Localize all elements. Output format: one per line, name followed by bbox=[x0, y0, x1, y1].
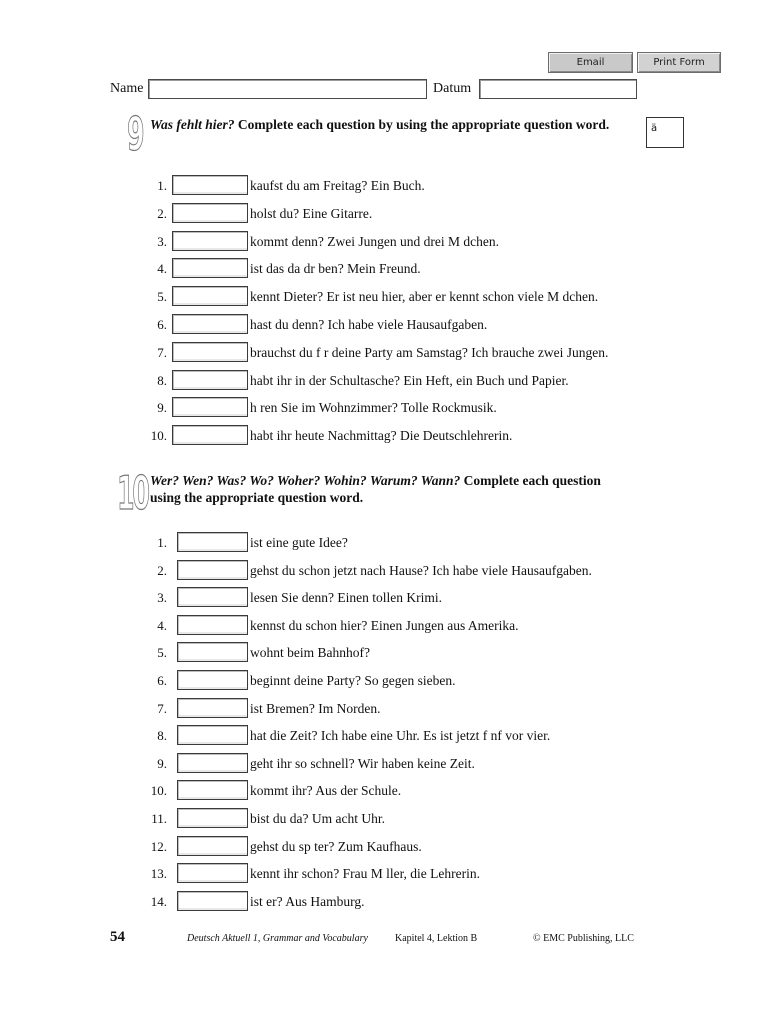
exercise-9-instruction-italic: Was fehlt hier? bbox=[150, 117, 235, 132]
question-number: 5. bbox=[157, 645, 167, 661]
answer-field[interactable] bbox=[177, 642, 248, 662]
question-number: 3. bbox=[157, 233, 167, 249]
question-number: 1. bbox=[157, 178, 167, 193]
question-text: wohnt beim Bahnhof? bbox=[250, 645, 370, 661]
question-row bbox=[0, 891, 770, 913]
answer-field[interactable] bbox=[172, 342, 248, 362]
question-number: 8. bbox=[157, 372, 167, 388]
answer-field[interactable] bbox=[172, 203, 248, 223]
answer-field[interactable] bbox=[172, 258, 248, 278]
question-row bbox=[0, 231, 770, 253]
answer-field[interactable] bbox=[172, 370, 248, 390]
question-number: 6. bbox=[157, 317, 167, 332]
chapter-label: Kapitel 4, Lektion B bbox=[395, 933, 478, 944]
question-text: kaufst du am Freitag? Ein Buch. bbox=[250, 178, 425, 193]
name-label: Name bbox=[110, 81, 144, 96]
question-number: 5. bbox=[157, 289, 167, 305]
question-text: holst du? Eine Gitarre. bbox=[250, 205, 373, 221]
question-text: habt ihr in der Schultasche? Ein Heft, ein Buch und Papier. bbox=[250, 372, 569, 388]
question-text: beginnt deine Party? So gegen sieben. bbox=[250, 673, 456, 688]
question-text: ist eine gute Idee? bbox=[250, 535, 348, 550]
question-number: 9. bbox=[157, 755, 167, 771]
answer-field[interactable] bbox=[172, 425, 248, 445]
question-row bbox=[0, 560, 770, 582]
answer-field[interactable] bbox=[177, 615, 248, 635]
answer-field[interactable] bbox=[177, 587, 248, 607]
question-row bbox=[0, 615, 770, 637]
exercise-10-instruction-italic: Wer? Wen? Was? Wo? Woher? Wohin? Warum? Wann? bbox=[150, 473, 461, 488]
date-field[interactable] bbox=[479, 79, 637, 99]
page-footer bbox=[0, 929, 770, 949]
question-text: hast du denn? Ich habe viele Hausaufgaben. bbox=[250, 317, 488, 332]
question-text: gehst du sp ter? Zum Kaufhaus. bbox=[250, 838, 422, 854]
answer-field[interactable] bbox=[172, 286, 248, 306]
question-number: 8. bbox=[157, 728, 167, 744]
name-field[interactable] bbox=[148, 79, 427, 99]
copyright: © EMC Publishing, LLC bbox=[533, 933, 634, 944]
question-number: 10. bbox=[150, 783, 167, 799]
question-row bbox=[0, 836, 770, 858]
question-text: bist du da? Um acht Uhr. bbox=[250, 811, 385, 826]
print-form-button[interactable]: Print Form bbox=[637, 52, 721, 73]
exercise-10-instruction-text: Complete each question using the appropriate question word. bbox=[150, 473, 601, 505]
question-number: 3. bbox=[157, 590, 167, 606]
question-row bbox=[0, 725, 770, 747]
question-number: 1. bbox=[157, 535, 167, 550]
question-row bbox=[0, 698, 770, 720]
question-number: 9. bbox=[157, 400, 167, 416]
exercise-9-number: 9 bbox=[127, 107, 143, 161]
question-text: ist das da dr ben? Mein Freund. bbox=[250, 261, 421, 277]
question-row bbox=[0, 753, 770, 775]
question-text: kennt Dieter? Er ist neu hier, aber er kennt schon viele M dchen. bbox=[250, 289, 599, 305]
answer-field[interactable] bbox=[177, 532, 248, 552]
answer-field[interactable] bbox=[177, 808, 248, 828]
question-row bbox=[0, 642, 770, 664]
answer-field[interactable] bbox=[172, 175, 248, 195]
question-number: 7. bbox=[157, 344, 167, 360]
question-number: 6. bbox=[157, 673, 167, 688]
answer-field[interactable] bbox=[172, 231, 248, 251]
question-number: 14. bbox=[150, 893, 167, 909]
question-row bbox=[0, 175, 770, 197]
question-row bbox=[0, 863, 770, 885]
question-row bbox=[0, 532, 770, 554]
question-text: kommt ihr? Aus der Schule. bbox=[250, 783, 402, 799]
question-text: kennt ihr schon? Frau M ller, die Lehrerin. bbox=[250, 866, 481, 882]
book-title: Deutsch Aktuell 1, Grammar and Vocabulary bbox=[187, 933, 368, 944]
question-row bbox=[0, 670, 770, 692]
question-text: geht ihr so schnell? Wir haben keine Zeit. bbox=[250, 755, 475, 771]
answer-field[interactable] bbox=[177, 670, 248, 690]
page-number: 54 bbox=[110, 929, 125, 945]
question-row bbox=[0, 587, 770, 609]
answer-field[interactable] bbox=[177, 725, 248, 745]
special-character-field[interactable]: ä bbox=[646, 117, 684, 148]
question-row bbox=[0, 203, 770, 225]
question-number: 12. bbox=[150, 838, 167, 854]
question-text: kommt denn? Zwei Jungen und drei M dchen. bbox=[250, 233, 499, 249]
question-text: kennst du schon hier? Einen Jungen aus Amerika. bbox=[250, 617, 519, 633]
answer-field[interactable] bbox=[177, 891, 248, 911]
question-text: brauchst du f r deine Party am Samstag? Ich brauche zwei Jungen. bbox=[250, 344, 609, 360]
answer-field[interactable] bbox=[177, 698, 248, 718]
exercise-10-instruction bbox=[150, 472, 620, 506]
answer-field[interactable] bbox=[177, 560, 248, 580]
answer-field[interactable] bbox=[177, 863, 248, 883]
question-row bbox=[0, 370, 770, 392]
question-number: 10. bbox=[150, 428, 167, 444]
question-row bbox=[0, 314, 770, 336]
question-number: 13. bbox=[150, 866, 167, 882]
question-row bbox=[0, 342, 770, 364]
question-number: 11. bbox=[151, 811, 167, 826]
exercise-9-instruction-text: Complete each question by using the appropriate question word. bbox=[234, 117, 610, 132]
question-number: 2. bbox=[157, 205, 167, 221]
answer-field[interactable] bbox=[172, 397, 248, 417]
question-text: lesen Sie denn? Einen tollen Krimi. bbox=[250, 590, 442, 606]
question-number: 4. bbox=[157, 261, 167, 277]
question-row bbox=[0, 808, 770, 830]
answer-field[interactable] bbox=[172, 314, 248, 334]
question-row bbox=[0, 397, 770, 419]
question-row bbox=[0, 425, 770, 447]
question-number: 7. bbox=[157, 700, 167, 716]
question-text: habt ihr heute Nachmittag? Die Deutschlehrerin. bbox=[250, 428, 513, 444]
question-text: ist Bremen? Im Norden. bbox=[250, 700, 381, 716]
question-text: h ren Sie im Wohnzimmer? Tolle Rockmusik. bbox=[250, 400, 497, 416]
email-button[interactable]: Email bbox=[548, 52, 633, 73]
question-text: gehst du schon jetzt nach Hause? Ich habe viele Hausaufgaben. bbox=[250, 562, 592, 578]
question-number: 4. bbox=[157, 617, 167, 633]
question-text: hat die Zeit? Ich habe eine Uhr. Es ist jetzt f nf vor vier. bbox=[250, 728, 551, 744]
exercise-9-instruction bbox=[150, 116, 640, 133]
answer-field[interactable] bbox=[177, 753, 248, 773]
question-row bbox=[0, 286, 770, 308]
date-label: Datum bbox=[433, 81, 472, 96]
answer-field[interactable] bbox=[177, 836, 248, 856]
question-text: ist er? Aus Hamburg. bbox=[250, 893, 365, 909]
exercise-10-number: 10 bbox=[117, 466, 148, 520]
question-number: 2. bbox=[157, 562, 167, 578]
question-row bbox=[0, 258, 770, 280]
answer-field[interactable] bbox=[177, 780, 248, 800]
question-row bbox=[0, 780, 770, 802]
